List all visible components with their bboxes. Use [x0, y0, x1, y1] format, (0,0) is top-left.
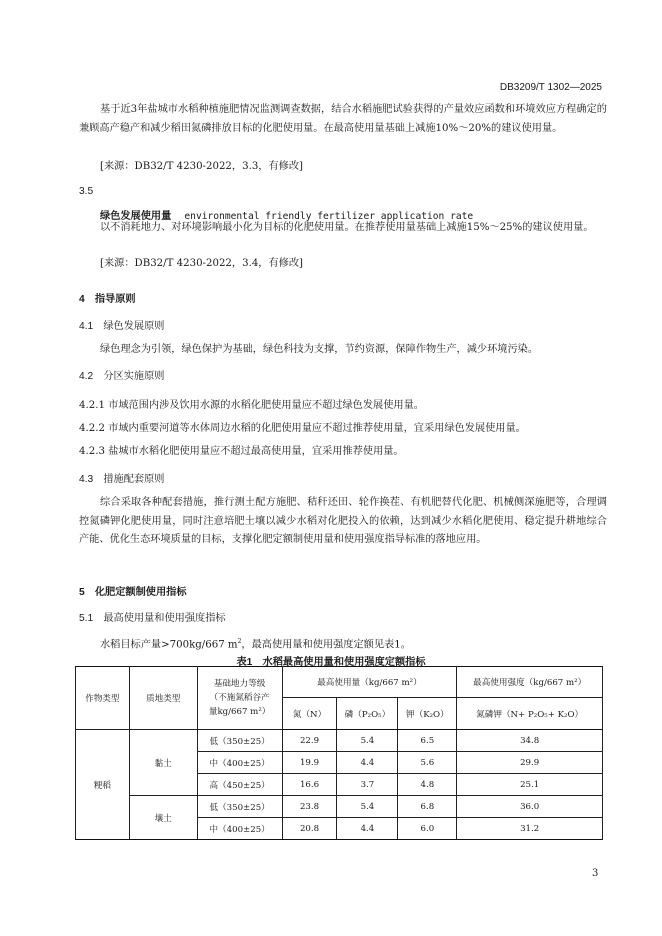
section-4-1-title: 4.1 绿色发展原则 — [79, 321, 165, 332]
section-3-5-source: [来源：DB32/T 4230-2022，3.4，有修改] — [100, 258, 304, 269]
section-3-5-paragraph: 以不消耗地力、对环境影响最小化为目标的化肥使用量。在推荐使用量基础上减施15%～25%的建议使用量。 — [100, 222, 594, 233]
clause-4-2-3: 4.2.3 盐城市水稻化肥使用量应不超过最高使用量，宜采用推荐使用量。 — [79, 446, 404, 457]
section-3-5-number: 3.5 — [79, 186, 94, 197]
section-4-3-title: 4.3 措施配套原则 — [79, 474, 165, 485]
clause-4-2-1: 4.2.1 市域范围内涉及饮用水源的水稻化肥使用量应不超过绿色发展使用量。 — [79, 400, 424, 411]
cell-p: 5.4 — [337, 796, 398, 818]
fertilizer-quota-table — [75, 666, 603, 840]
header-crop-type: 作物类型 — [76, 667, 130, 730]
table-row — [76, 730, 603, 752]
header-texture-type: 质地类型 — [129, 667, 197, 730]
cell-k: 5.6 — [398, 752, 457, 774]
section-4-1-paragraph: 绿色理念为引领，绿色保护为基础，绿色科技为支撑，节约资源，保障作物生产，减少环境污染。 — [100, 344, 539, 355]
term-english: environmental friendly fertilizer application rate — [184, 211, 474, 222]
cell-n: 23.8 — [282, 796, 337, 818]
cell-n: 22.9 — [282, 730, 337, 752]
cell-k: 6.8 — [398, 796, 457, 818]
cell-level: 高（450±25） — [197, 774, 282, 796]
cell-texture: 壤土 — [129, 796, 197, 840]
header-max-use: 最高使用量（kg/667 m²） — [282, 667, 457, 698]
header-npk: 氮磷钾（N+ P₂O₅+ K₂O） — [457, 698, 603, 730]
section-4-3-paragraph: 综合采取各种配套措施，推行测土配方施肥、秸秆还田、轮作换茬、有机肥替代化肥、机械侧深施肥等，合理调控氮磷钾化肥使用量，同时注意培肥土壤以减少水稻对化肥投入的依赖，达到减少水稻化肥使用、稳定提升耕地综合产能、优化生态环境质量的目标，支撑化肥定额制使用量和使用强度指导标准的落地应用。 — [79, 497, 607, 545]
cell-k: 6.0 — [398, 818, 457, 840]
cell-level: 中（400±25） — [197, 752, 282, 774]
section-4-2-title: 4.2 分区实施原则 — [79, 371, 165, 382]
section-5-heading: 5 化肥定额制使用指标 — [79, 587, 187, 598]
cell-total: 36.0 — [457, 796, 603, 818]
cell-p: 3.7 — [337, 774, 398, 796]
cell-texture: 黏土 — [129, 730, 197, 796]
section-3-4-paragraph: 基于近3年盐城市水稻种植施肥情况监测调查数据，结合水稻施肥试验获得的产量效应函数和环境效应方程确定的兼顾高产稳产和减少稻田氮磷排放目标的化肥使用量。在最高使用量基础上减施10%～20%的建议使用量。 — [79, 104, 607, 134]
section-3-4-source: [来源：DB32/T 4230-2022，3.3，有修改] — [100, 161, 304, 172]
cell-total: 34.8 — [457, 730, 603, 752]
header-phosphorus: 磷（P₂O₅） — [337, 698, 398, 730]
header-max-intensity: 最高使用强度（kg/667 m²） — [457, 667, 603, 698]
table-intro-sentence: 水稻目标产量>700kg/667 $m^2$，最高使用量和使用强度定额见表1。 — [100, 638, 411, 651]
cell-n: 20.8 — [282, 818, 337, 840]
header-potassium: 钾（K₂O） — [398, 698, 457, 730]
cell-total: 31.2 — [457, 818, 603, 840]
cell-crop: 粳稻 — [76, 730, 130, 840]
term-chinese: 绿色发展使用量 — [100, 211, 172, 222]
cell-total: 29.9 — [457, 752, 603, 774]
cell-level: 低（350±25） — [197, 796, 282, 818]
standard-number: DB3209/T 1302—2025 — [499, 82, 602, 93]
page-number: 3 — [592, 868, 599, 879]
header-nitrogen: 氮（N） — [282, 698, 337, 730]
cell-level: 中（400±25） — [197, 818, 282, 840]
cell-k: 4.8 — [398, 774, 457, 796]
cell-k: 6.5 — [398, 730, 457, 752]
cell-p: 5.4 — [337, 730, 398, 752]
clause-4-2-2: 4.2.2 市域内重要河道等水体周边水稻的化肥使用量应不超过推荐使用量，宜采用绿色发展使用量。 — [79, 423, 526, 434]
section-4-heading: 4 指导原则 — [79, 294, 136, 305]
cell-p: 4.4 — [337, 818, 398, 840]
cell-p: 4.4 — [337, 752, 398, 774]
section-5-1-title: 5.1 最高使用量和使用强度指标 — [79, 613, 226, 624]
header-base-fertility: 基础地力等级 （不施氮稻谷产 量kg/667 m²） — [197, 667, 282, 730]
cell-n: 19.9 — [282, 752, 337, 774]
cell-n: 16.6 — [282, 774, 337, 796]
table-caption: 表1 水稻最高使用量和使用强度定额指标 — [236, 657, 426, 668]
table-row — [76, 796, 603, 818]
cell-level: 低（350±25） — [197, 730, 282, 752]
cell-total: 25.1 — [457, 774, 603, 796]
